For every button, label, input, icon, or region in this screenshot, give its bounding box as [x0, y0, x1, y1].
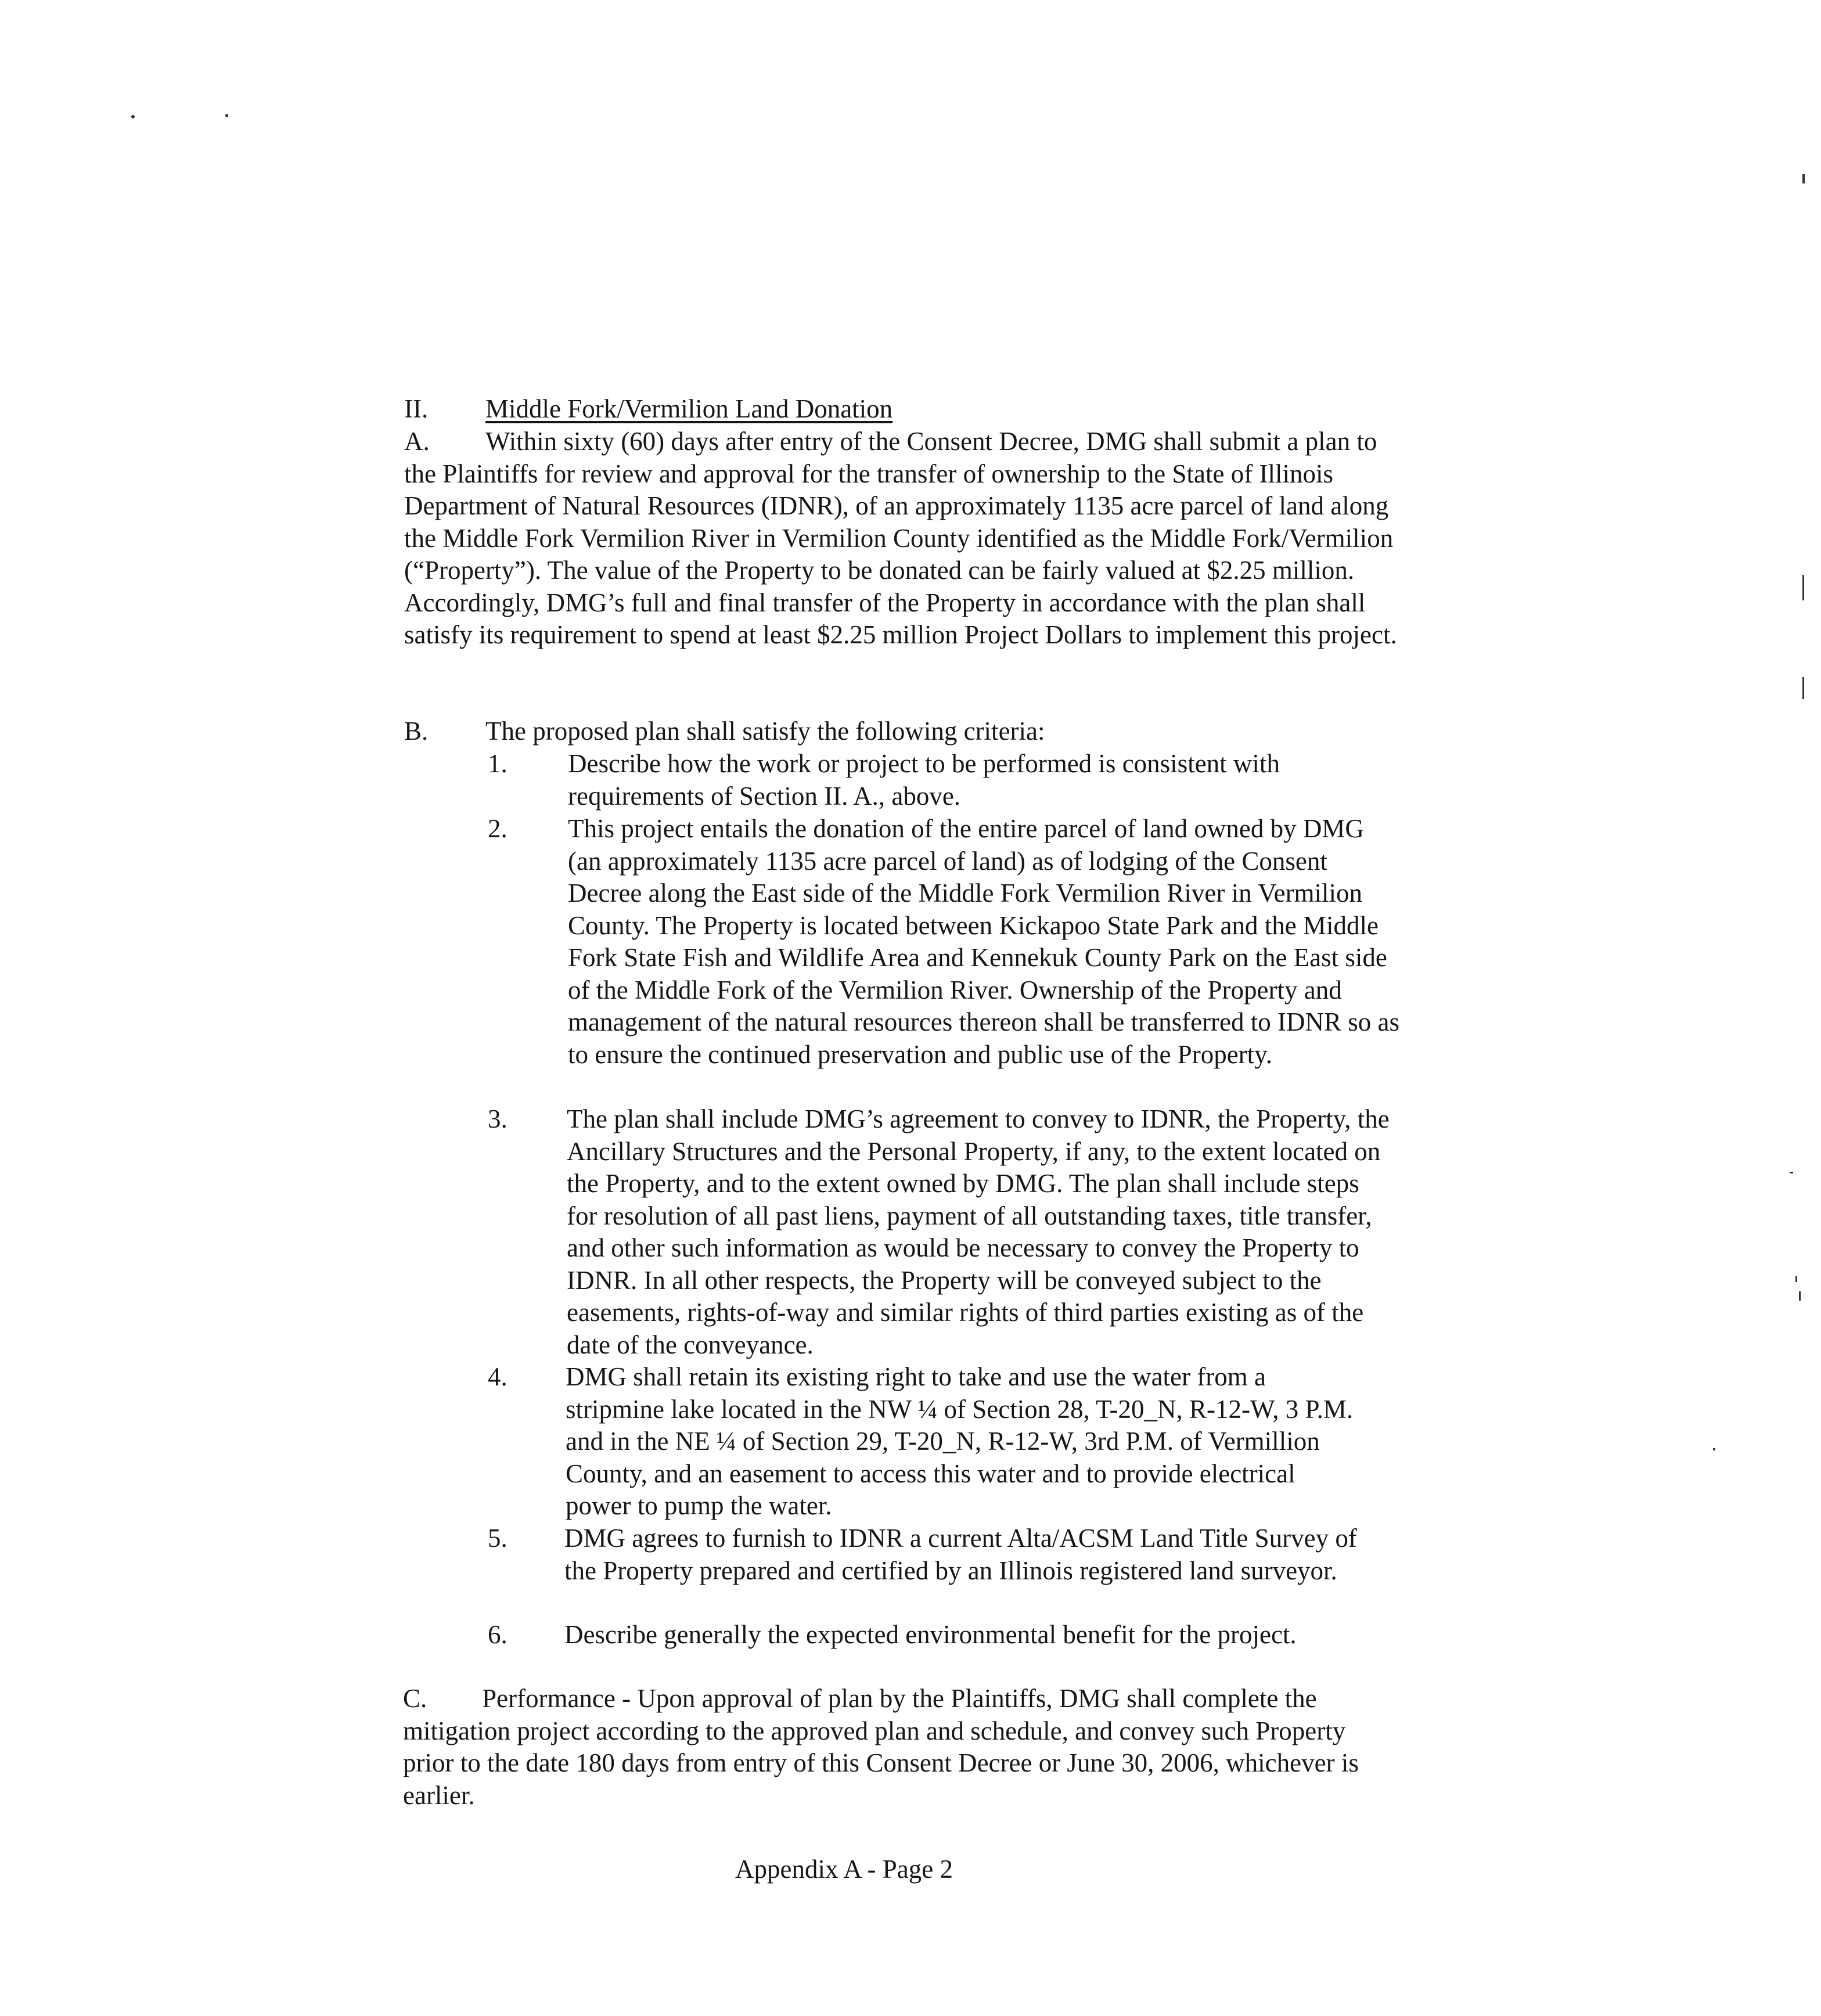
para-a-text: Within sixty (60) days after entry of the Consent Decree, DMG shall submit a plan to the Plaintiffs for review and approval for the transfer of ownership to the State of Illinois Department of Natural Resources (IDNR), of an approximately 1135 acre parcel of land along the Middle Fork Vermilion River in Vermilion County identified as the Middle Fork/Vermilion (“Property”). The value of the Property to be donated can be fairly valued at $2.25 million. Accordingly, DMG’s full and final transfer of the Property in accordance with the plan shall satisfy its requirement to spend at least $2.25 million Project Dollars to implement this project.: [404, 427, 1397, 649]
section-title: Middle Fork/Vermilion Land Donation: [485, 394, 893, 423]
scan-speck: [1802, 677, 1804, 699]
item-1-number: 1.: [488, 749, 508, 778]
item-4-number: 4.: [488, 1362, 508, 1391]
item-6-number: 6.: [488, 1620, 508, 1649]
item-1-text: Describe how the work or project to be performed is consistent with requirements of Section II. A., above.: [568, 749, 1280, 811]
scan-speck: [225, 114, 228, 117]
para-b-intro: The proposed plan shall satisfy the following criteria:: [485, 717, 1045, 746]
item-5-number: 5.: [488, 1524, 508, 1553]
section-numeral: II.: [404, 394, 429, 423]
item-2-text: This project entails the donation of the entire parcel of land owned by DMG (an approximately 1135 acre parcel of land) as of lodging of the Consent Decree along the East side of the Middle Fork Vermilion River in Vermilion County. The Property is located between Kickapoo State Park and the Middle Fork State Fish and Wildlife Area and Kennekuk County Park on the East side of the Middle Fork of the Vermilion River. Ownership of the Property and management of the natural resources thereon shall be transferred to IDNR so as to ensure the continued preservation and public use of the Property.: [568, 814, 1399, 1069]
item-6-text: Describe generally the expected environmental benefit for the project.: [564, 1620, 1297, 1649]
scan-speck: [131, 115, 135, 118]
scan-speck: [1713, 1448, 1715, 1450]
para-c-text: Performance - Upon approval of plan by the Plaintiffs, DMG shall complete the mitigation project according to the approved plan and schedule, and convey such Property prior to the date 180 days from entry of this Consent Decree or June 30, 2006, whichever is earlier.: [403, 1684, 1359, 1810]
para-b-label: B.: [404, 717, 429, 746]
item-3-number: 3.: [488, 1104, 508, 1133]
scan-speck: [1795, 1276, 1797, 1282]
item-2-number: 2.: [488, 814, 508, 843]
item-4-text: DMG shall retain its existing right to take and use the water from a stripmine lake located in the NW ¼ of Section 28, T-20_N, R-12-W, 3 P.M. and in the NE ¼ of Section 29, T-20_N, R-12-W, 3rd P.M. of Vermillion County, and an easement to access this water and to provide electrical power to pump the water.: [566, 1362, 1354, 1520]
para-c-label: C.: [403, 1684, 427, 1713]
scan-speck: [1790, 1172, 1793, 1173]
item-5-text: DMG agrees to furnish to IDNR a current Alta/ACSM Land Title Survey of the Property prepared and certified by an Illinois registered land surveyor.: [564, 1524, 1357, 1585]
page-footer: Appendix A - Page 2: [735, 1855, 953, 1884]
scan-speck: [1799, 1291, 1801, 1301]
scan-speck: [1802, 174, 1805, 183]
scan-speck: [1802, 575, 1804, 600]
para-a-label: A.: [404, 427, 430, 456]
item-3-text: The plan shall include DMG’s agreement to convey to IDNR, the Property, the Ancillary Structures and the Personal Property, if any, to the extent located on the Property, and to the extent owned by DMG. The plan shall include steps for resolution of all past liens, payment of all outstanding taxes, title transfer, and other such information as would be necessary to convey the Property to IDNR. In all other respects, the Property will be conveyed subject to the easements, rights-of-way and similar rights of third parties existing as of the date of the conveyance.: [567, 1104, 1390, 1359]
